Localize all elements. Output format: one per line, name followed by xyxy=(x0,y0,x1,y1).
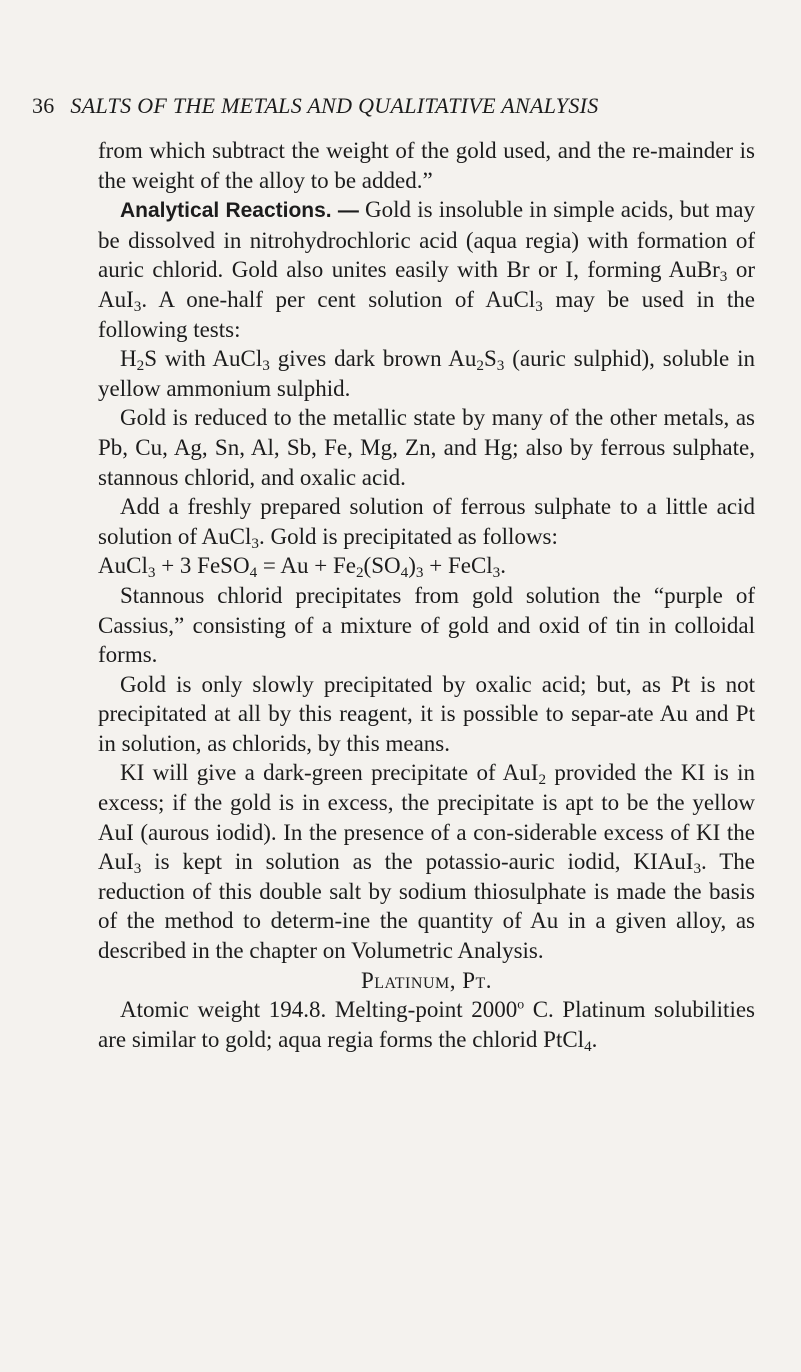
paragraph-reduction: Gold is reduced to the metallic state by many of the other metals, as Pb, Cu, Ag, Sn, Al, Sb, Fe, Mg, Zn, and Hg; also by ferrous sulphate, stannous chlorid, and oxalic acid. xyxy=(98,405,755,490)
paragraph-ki: KI will give a dark-green precipitate of AuI$_2$ provided the KI is in excess; if the gold is in excess, the precipitate is apt to be the yellow AuI (aurous iodid). In the presence of a con-siderable excess of KI the AuI$_3$ is kept in solution as the potassio-auric iodid, KIAuI$_3$. The reduction of this double salt by sodium thiosulphate is made the basis of the method to determ-ine the quantity of Au in a given alloy, as described in the chapter on Volumetric Analysis. xyxy=(98,760,756,964)
paragraph-text: Gold is insoluble in simple acids, but may be dissolved in nitrohydrochloric acid (aqua regia) with formation of auric chlorid. Gold also unites easily with Br or I, forming AuBr$_3$ or AuI$_3$. A one-half per cent solution of AuCl$_3$ may be used in the following tests: xyxy=(98,197,756,342)
running-header xyxy=(32,92,772,120)
page-number: 36 xyxy=(32,93,55,118)
paragraph-stannous: Stannous chlorid precipitates from gold solution the “purple of Cassius,” consisting of a mixture of gold and oxid of tin in colloidal forms. xyxy=(98,582,755,668)
body-text xyxy=(98,136,755,1054)
paragraph-oxalic: Gold is only slowly precipitated by oxalic acid; but, as Pt is not precipitated at all by this reagent, it is possible to separ-ate Au and Pt in solution, as chlorids, by this means. xyxy=(98,671,755,756)
running-title: SALTS OF THE METALS AND QUALITATIVE ANALYSIS xyxy=(70,93,599,118)
paragraph-ferrous: Add a freshly prepared solution of ferrous sulphate to a little acid solution of AuCl$_3$. Gold is precipitated as follows: xyxy=(98,494,755,552)
section-heading-platinum: Platinum, Pt. xyxy=(360,967,493,993)
paragraph-analytical-reactions xyxy=(98,195,755,344)
paragraph-h2s: $H_2S$ with AuCl$_3$ gives dark brown $Au_2S_3$ (auric sulphid), soluble in yellow ammonium sulphid. xyxy=(98,346,755,401)
paragraph-platinum: Atomic weight 194.8. Melting-point 2000$^o$ C. Platinum solubilities are similar to gold; aqua regia forms the chlorid PtCl$_4$. xyxy=(98,996,755,1055)
equation: AuCl$_3$ + 3 FeSO$_4$ = $Au + Fe_2(SO_4)_3$ + FeCl$_3$. xyxy=(98,553,507,582)
run-in-heading: Analytical Reactions. — xyxy=(120,199,359,223)
paragraph-1: from which subtract the weight of the gold used, and the re-mainder is the weight of the alloy to be added.” xyxy=(98,138,755,193)
